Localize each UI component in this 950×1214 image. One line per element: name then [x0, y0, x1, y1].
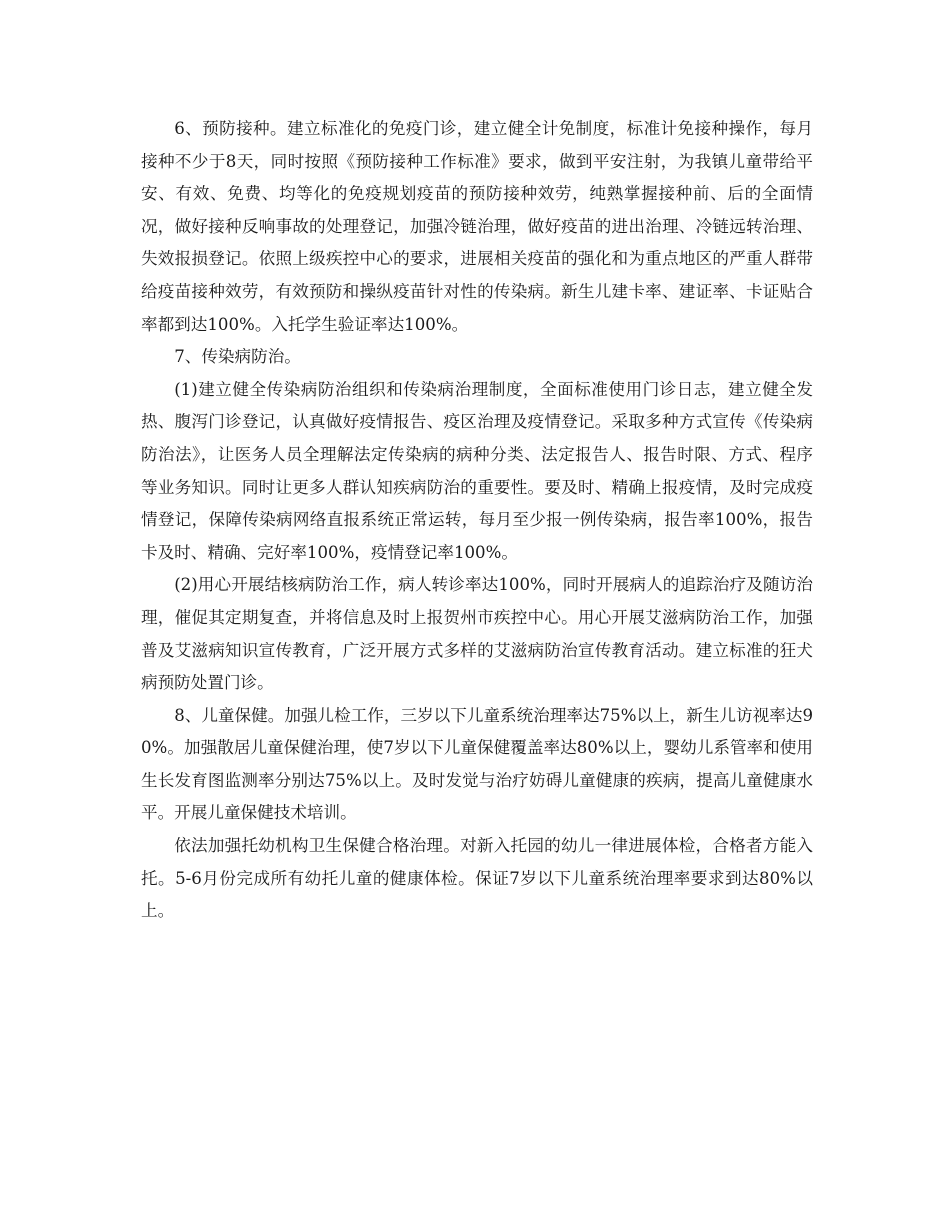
paragraph-infectious-disease-2: (2)用心开展结核病防治工作，病人转诊率达100%，同时开展病人的追踪治疗及随访治理，催促其定期复查，并将信息及时上报贺州市疾控中心。用心开展艾滋病防治工作，加强普及艾滋病知识宣传教育，广泛开展方式多样的艾滋病防治宣传教育活动。建立标准的狂犬病预防处置门诊。 — [141, 575, 813, 693]
paragraph-infectious-disease-heading: 7、传染病防治。 — [174, 347, 301, 367]
document-body — [141, 113, 813, 928]
paragraph-vaccination: 6、预防接种。建立标准化的免疫门诊，建立健全计免制度，标准计免接种操作，每月接种不少于8天，同时按照《预防接种工作标准》要求，做到平安注射，为我镇儿童带给平安、有效、免费、均等化的免疫规划疫苗的预防接种效劳，纯熟掌握接种前、后的全面情况，做好接种反响事故的处理登记，加强冷链治理，做好疫苗的进出治理、冷链远转治理、失效报损登记。依照上级疾控中心的要求，进展相关疫苗的强化和为重点地区的严重人群带给疫苗接种效劳，有效预防和操纵疫苗针对性的传染病。新生儿建卡率、建证率、卡证贴合率都到达100%。入托学生验证率达100%。 — [141, 119, 813, 334]
paragraph-infectious-disease-1: (1)建立健全传染病防治组织和传染病治理制度，全面标准使用门诊日志，建立健全发热、腹泻门诊登记，认真做好疫情报告、疫区治理及疫情登记。采取多种方式宣传《传染病防治法》，让医务人员全理解法定传染病的病种分类、法定报告人、报告时限、方式、程序等业务知识。同时让更多人群认知疾病防治的重要性。要及时、精确上报疫情，及时完成疫情登记，保障传染病网络直报系统正常运转，每月至少报一例传染病，报告率100%，报告卡及时、精确、完好率100%，疫情登记率100%。 — [141, 379, 813, 562]
paragraph-nursery-health: 依法加强托幼机构卫生保健合格治理。对新入托园的幼儿一律进展体检，合格者方能入托。5-6月份完成所有幼托儿童的健康体检。保证7岁以下儿童系统治理率要求到达80%以上。 — [141, 836, 813, 921]
paragraph-child-health: 8、儿童保健。加强儿检工作，三岁以下儿童系统治理率达75%以上，新生儿访视率达90%。加强散居儿童保健治理，使7岁以下儿童保健覆盖率达80%以上，婴幼儿系管率和使用生长发育图监测率分别达75%以上。及时发觉与治疗妨碍儿童健康的疾病，提高儿童健康水平。开展儿童保健技术培训。 — [141, 705, 813, 823]
